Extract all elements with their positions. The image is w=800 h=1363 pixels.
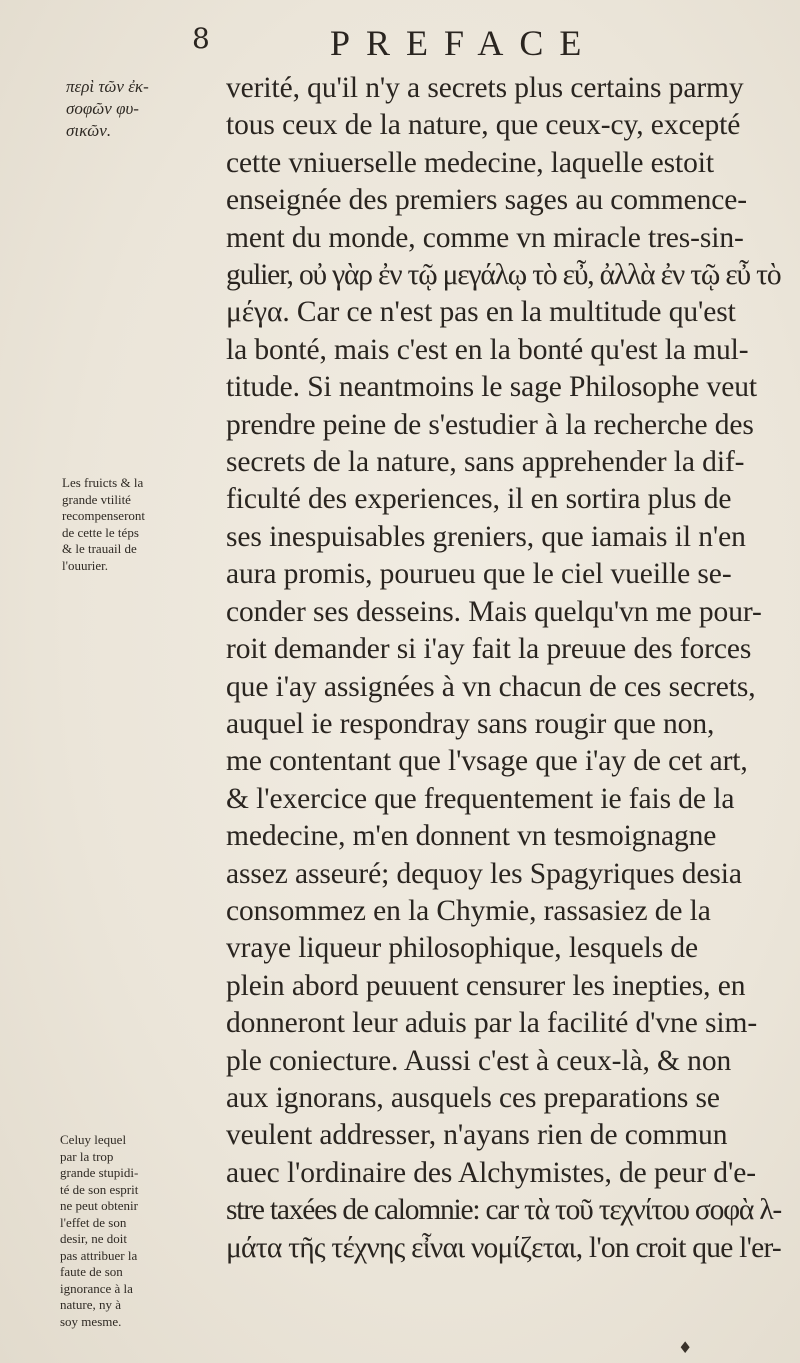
text-line: aux ignorans, ausquels ces preparations se [226,1081,720,1114]
running-head: PREFACE [330,23,598,63]
margin-note-line: faute de son [60,1264,123,1279]
margin-note-line: σοφῶν φυ- [66,99,139,118]
text-line: donneront leur aduis par la facilité d'vne sim- [226,1007,758,1040]
printer-ornament: ♦ [678,1338,693,1357]
margin-note-line: σικῶν. [66,121,112,140]
margin-note-line: l'ouurier. [62,557,109,573]
margin-note-line: soy mesme. [60,1313,122,1329]
text-line: stre taxées de calomnie: car τὰ τοῦ τεχνίτου σοφὰ λ- [226,1194,782,1227]
text-line: me contentant que l'vsage que i'ay de cet art, [226,745,748,778]
margin-note-celuy [60,1132,220,1330]
margin-note-line: nature, ny à [60,1297,122,1312]
margin-note-line: l'effet de son [60,1214,127,1230]
text-line: verité, qu'il n'y a secrets plus certains parmy [226,72,744,104]
margin-note-line: & le trauail de [62,541,137,556]
margin-note-line: par la trop [60,1148,114,1164]
margin-note-line: grande stupidi- [60,1165,139,1180]
text-line: & l'exercice que frequentement ie fais de la [226,782,735,815]
page-header [0,22,800,72]
text-line: secrets de la nature, sans apprehender la dif- [226,446,745,479]
body-text [226,70,786,1267]
text-line: vraye liqueur philosophique, lesquels de [226,932,698,965]
page-number: 8 [192,22,210,55]
text-line: plein abord peuuent censurer les inepties, en [226,969,746,1002]
text-line: roit demander si i'ay fait la preuue des forces [226,633,752,666]
text-line: enseignée des premiers sages au commence- [226,184,747,217]
text-line: ple coniecture. Aussi c'est à ceux-là, & non [226,1044,732,1077]
margin-note-line: ne peut obtenir [60,1198,138,1213]
text-line: ficulté des experiences, il en sortira plus de [226,483,732,516]
text-line: ment du monde, comme vn miracle tres-sin- [226,221,744,254]
text-line: auec l'ordinaire des Alchymistes, de peur d'e- [226,1156,756,1189]
text-line: consommez en la Chymie, rassasiez de la [226,894,711,927]
margin-note-fruits [62,475,222,574]
text-line: conder ses desseins. Mais quelqu'vn me pour- [226,595,762,628]
margin-note-line: Celuy lequel [60,1132,127,1147]
text-line: medecine, m'en donnent vn tesmoignagne [226,820,717,853]
text-line: que i'ay assignées à vn chacun de ces secrets, [226,670,756,703]
text-line: cette vniuerselle medecine, laquelle estoit [226,146,714,179]
text-line: la bonté, mais c'est en la bonté qu'est la mul- [226,333,749,366]
margin-note-line: recompenseront [62,508,146,523]
text-line: veulent addresser, n'ayans rien de commun [226,1119,728,1152]
margin-note-greek [66,76,218,142]
margin-note-line: desir, ne doit [60,1231,127,1246]
margin-note-line: Les fruicts & la [62,475,144,490]
margin-note-line: de cette le téps [62,524,139,540]
text-line: tous ceux de la nature, que ceux-cy, excepté [226,109,741,142]
text-line: aura promis, pourueu que le ciel vueille se- [226,558,732,591]
text-line: auquel ie respondray sans rougir que non, [226,707,715,740]
text-line: gulier, οὐ γὰρ ἐν τῷ μεγάλῳ τὸ εὖ, ἀλλὰ ἐν τῷ εὖ τὸ [226,259,781,292]
text-line: titude. Si neantmoins le sage Philosophe veut [226,371,757,404]
text-line: μέγα. Car ce n'est pas en la multitude qu'est [226,296,736,329]
margin-note-line: té de son esprit [60,1181,139,1197]
margin-note-line: περὶ τῶν ἐκ- [66,77,149,96]
margin-note-line: grande vtilité [62,491,131,507]
margin-note-line: ignorance à la [60,1280,133,1296]
text-line: ses inespuisables greniers, que iamais il n'en [226,520,746,553]
margin-note-line: pas attribuer la [60,1247,138,1263]
text-line: prendre peine de s'estudier à la recherche des [226,408,754,441]
text-line: μάτα τῆς τέχνης εἶναι νομίζεται, l'on croit que l'er- [226,1231,781,1264]
text-line: assez asseuré; dequoy les Spagyriques desia [226,857,742,890]
